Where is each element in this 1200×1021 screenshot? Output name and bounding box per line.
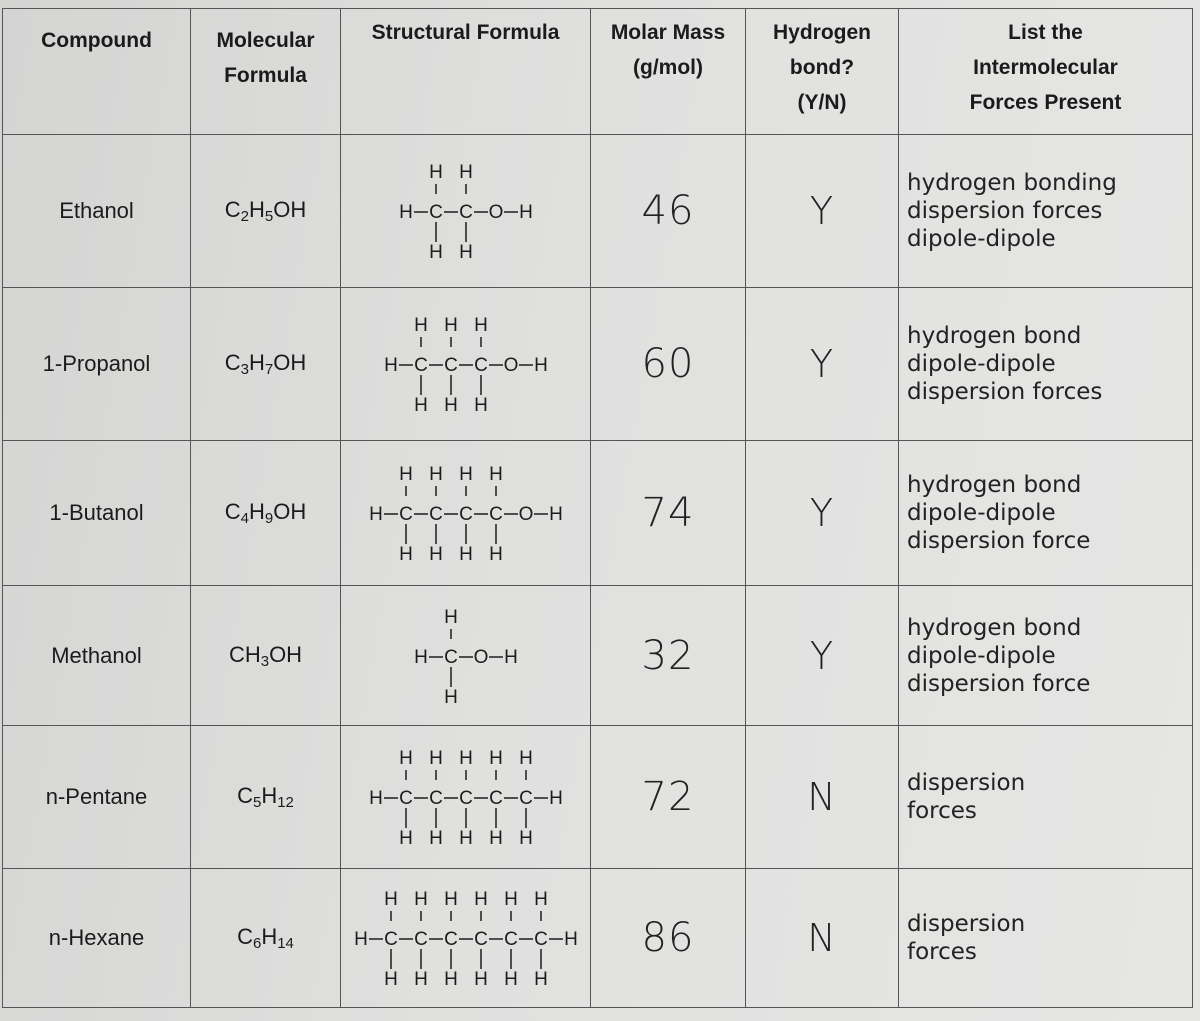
hydrogen-bond-answer [746, 869, 899, 1008]
atom-label: C [443, 354, 458, 376]
atom-label: C [398, 503, 413, 525]
atom-label: H [443, 889, 458, 911]
atom-label: C [428, 503, 443, 525]
molar-mass-value [591, 440, 746, 585]
table-row [3, 585, 1193, 726]
atom-label: H [503, 889, 518, 911]
force-item: dispersion forces [907, 378, 1103, 405]
table-row [3, 869, 1193, 1008]
atom-label: H [518, 828, 533, 850]
atom-label: H [398, 828, 413, 850]
atom-label: H [413, 314, 428, 336]
atom-label: H [488, 828, 503, 850]
atom-label: H [413, 646, 428, 668]
structural-diagram [346, 458, 586, 568]
atom-label: H [488, 463, 503, 485]
atom-label: H [458, 161, 473, 183]
intermolecular-forces-list [899, 726, 1193, 869]
atom-label: H [428, 543, 443, 565]
atom-label: O [488, 201, 503, 223]
force-item: dipole-dipole [907, 642, 1056, 669]
force-item: dipole-dipole [907, 499, 1056, 526]
hydrogen-bond-answer [746, 585, 899, 726]
atom-label: C [458, 788, 473, 810]
header-molecular-formula: Molecular Formula [191, 9, 341, 135]
molar-mass-value [591, 869, 746, 1008]
atom-label: C [383, 929, 398, 951]
atom-label: C [488, 503, 503, 525]
atom-label: C [413, 354, 428, 376]
atom-label: C [518, 788, 533, 810]
molar-mass-value [591, 287, 746, 440]
atom-label: H [518, 748, 533, 770]
molar-mass-value [591, 135, 746, 288]
atom-label: H [503, 969, 518, 991]
atom-label: H [458, 543, 473, 565]
intermolecular-forces-list [899, 869, 1193, 1008]
molecular-formula: $C_2H_5OH$ [191, 135, 341, 288]
intermolecular-forces-list [899, 585, 1193, 726]
molar-mass-handwritten: 60 [641, 340, 695, 387]
molar-mass-handwritten: 46 [641, 187, 695, 234]
atom-label: H [503, 646, 518, 668]
force-item: dispersion force [907, 670, 1091, 697]
atom-label: H [458, 241, 473, 263]
header-row [3, 9, 1193, 135]
hydrogen-bond-handwritten: Y [809, 633, 835, 678]
table-row [3, 287, 1193, 440]
atom-label: O [473, 646, 488, 668]
structural-formula [341, 287, 591, 440]
atom-label: H [473, 394, 488, 416]
hydrogen-bond-answer [746, 287, 899, 440]
table-row [3, 440, 1193, 585]
atom-label: H [518, 201, 533, 223]
compound-name: Methanol [3, 585, 191, 726]
molecular-formula: $C_5H_{12}$ [191, 726, 341, 869]
atom-label: C [503, 929, 518, 951]
structural-formula [341, 585, 591, 726]
atom-label: C [443, 646, 458, 668]
atom-label: H [368, 503, 383, 525]
atom-label: H [413, 394, 428, 416]
hydrogen-bond-answer [746, 135, 899, 288]
molecular-formula: $C_6H_{14}$ [191, 869, 341, 1008]
molar-mass-value [591, 585, 746, 726]
hydrogen-bond-handwritten: Y [809, 341, 835, 386]
atom-label: H [443, 686, 458, 708]
atom-label: H [428, 241, 443, 263]
header-compound: Compound [3, 9, 191, 135]
atom-label: H [473, 314, 488, 336]
atom-label: H [428, 161, 443, 183]
atom-label: H [548, 503, 563, 525]
force-item: hydrogen bond [907, 614, 1082, 641]
atom-label: H [533, 969, 548, 991]
intermolecular-forces-table [2, 8, 1193, 1008]
atom-label: C [428, 201, 443, 223]
hydrogen-bond-handwritten: N [807, 916, 837, 961]
atom-label: H [488, 748, 503, 770]
structural-formula [341, 726, 591, 869]
atom-label: H [473, 969, 488, 991]
atom-label: H [488, 543, 503, 565]
table-row [3, 135, 1193, 288]
force-item: hydrogen bonding [907, 169, 1117, 196]
compound-name: n-Pentane [3, 726, 191, 869]
atom-label: H [413, 969, 428, 991]
compound-name: 1-Butanol [3, 440, 191, 585]
atom-label: H [398, 463, 413, 485]
compound-name: n-Hexane [3, 869, 191, 1008]
hydrogen-bond-handwritten: Y [809, 188, 835, 233]
atom-label: H [428, 748, 443, 770]
atom-label: H [458, 463, 473, 485]
structural-diagram [346, 156, 586, 266]
intermolecular-forces-list [899, 135, 1193, 288]
atom-label: C [398, 788, 413, 810]
atom-label: H [458, 748, 473, 770]
atom-label: C [473, 354, 488, 376]
molecular-formula: $C_3H_7OH$ [191, 287, 341, 440]
header-structural-formula: Structural Formula [341, 9, 591, 135]
molar-mass-handwritten: 72 [641, 774, 695, 821]
hydrogen-bond-handwritten: Y [809, 490, 835, 535]
hydrogen-bond-answer [746, 726, 899, 869]
force-item: dispersion [907, 770, 1026, 797]
atom-label: H [533, 889, 548, 911]
atom-label: H [353, 929, 368, 951]
force-item: hydrogen bond [907, 471, 1082, 498]
header-hydrogen-bond: Hydrogen bond? (Y/N) [746, 9, 899, 135]
molar-mass-handwritten: 86 [641, 915, 695, 962]
atom-label: H [443, 394, 458, 416]
structural-formula [341, 440, 591, 585]
header-molar-mass: Molar Mass (g/mol) [591, 9, 746, 135]
header-intermolecular-forces: List the Intermolecular Forces Present [899, 9, 1193, 135]
atom-label: C [443, 929, 458, 951]
atom-label: H [428, 828, 443, 850]
structural-diagram [346, 309, 586, 419]
atom-label: H [383, 354, 398, 376]
atom-label: H [443, 969, 458, 991]
molecular-formula: $CH_3OH$ [191, 585, 341, 726]
atom-label: C [458, 201, 473, 223]
atom-label: H [473, 889, 488, 911]
force-item: forces [907, 798, 977, 825]
atom-label: C [473, 929, 488, 951]
atom-label: H [383, 889, 398, 911]
atom-label: H [458, 828, 473, 850]
structural-diagram [346, 601, 586, 711]
atom-label: H [398, 543, 413, 565]
molecular-formula: $C_4H_9OH$ [191, 440, 341, 585]
force-item: dipole-dipole [907, 350, 1056, 377]
force-item: dispersion force [907, 527, 1091, 554]
structural-diagram [346, 742, 586, 852]
atom-label: H [443, 314, 458, 336]
atom-label: H [398, 748, 413, 770]
atom-label: H [413, 889, 428, 911]
force-item: dispersion forces [907, 197, 1103, 224]
atom-label: C [458, 503, 473, 525]
force-item: hydrogen bond [907, 322, 1082, 349]
atom-label: H [548, 788, 563, 810]
structural-formula [341, 135, 591, 288]
molar-mass-handwritten: 74 [641, 489, 695, 536]
hydrogen-bond-answer [746, 440, 899, 585]
intermolecular-forces-list [899, 287, 1193, 440]
structural-diagram [346, 883, 586, 993]
force-item: forces [907, 939, 977, 966]
atom-label: H [428, 463, 443, 485]
molar-mass-value [591, 726, 746, 869]
atom-label: C [533, 929, 548, 951]
intermolecular-forces-list [899, 440, 1193, 585]
atom-label: C [488, 788, 503, 810]
force-item: dispersion [907, 911, 1026, 938]
table-row [3, 726, 1193, 869]
atom-label: H [443, 606, 458, 628]
compound-name: 1-Propanol [3, 287, 191, 440]
structural-formula [341, 869, 591, 1008]
atom-label: C [413, 929, 428, 951]
atom-label: H [563, 929, 578, 951]
atom-label: H [383, 969, 398, 991]
atom-label: H [368, 788, 383, 810]
force-item: dipole-dipole [907, 225, 1056, 252]
atom-label: H [398, 201, 413, 223]
atom-label: C [428, 788, 443, 810]
atom-label: O [518, 503, 533, 525]
atom-label: H [533, 354, 548, 376]
hydrogen-bond-handwritten: N [807, 775, 837, 820]
atom-label: O [503, 354, 518, 376]
compound-name: Ethanol [3, 135, 191, 288]
molar-mass-handwritten: 32 [641, 632, 695, 679]
